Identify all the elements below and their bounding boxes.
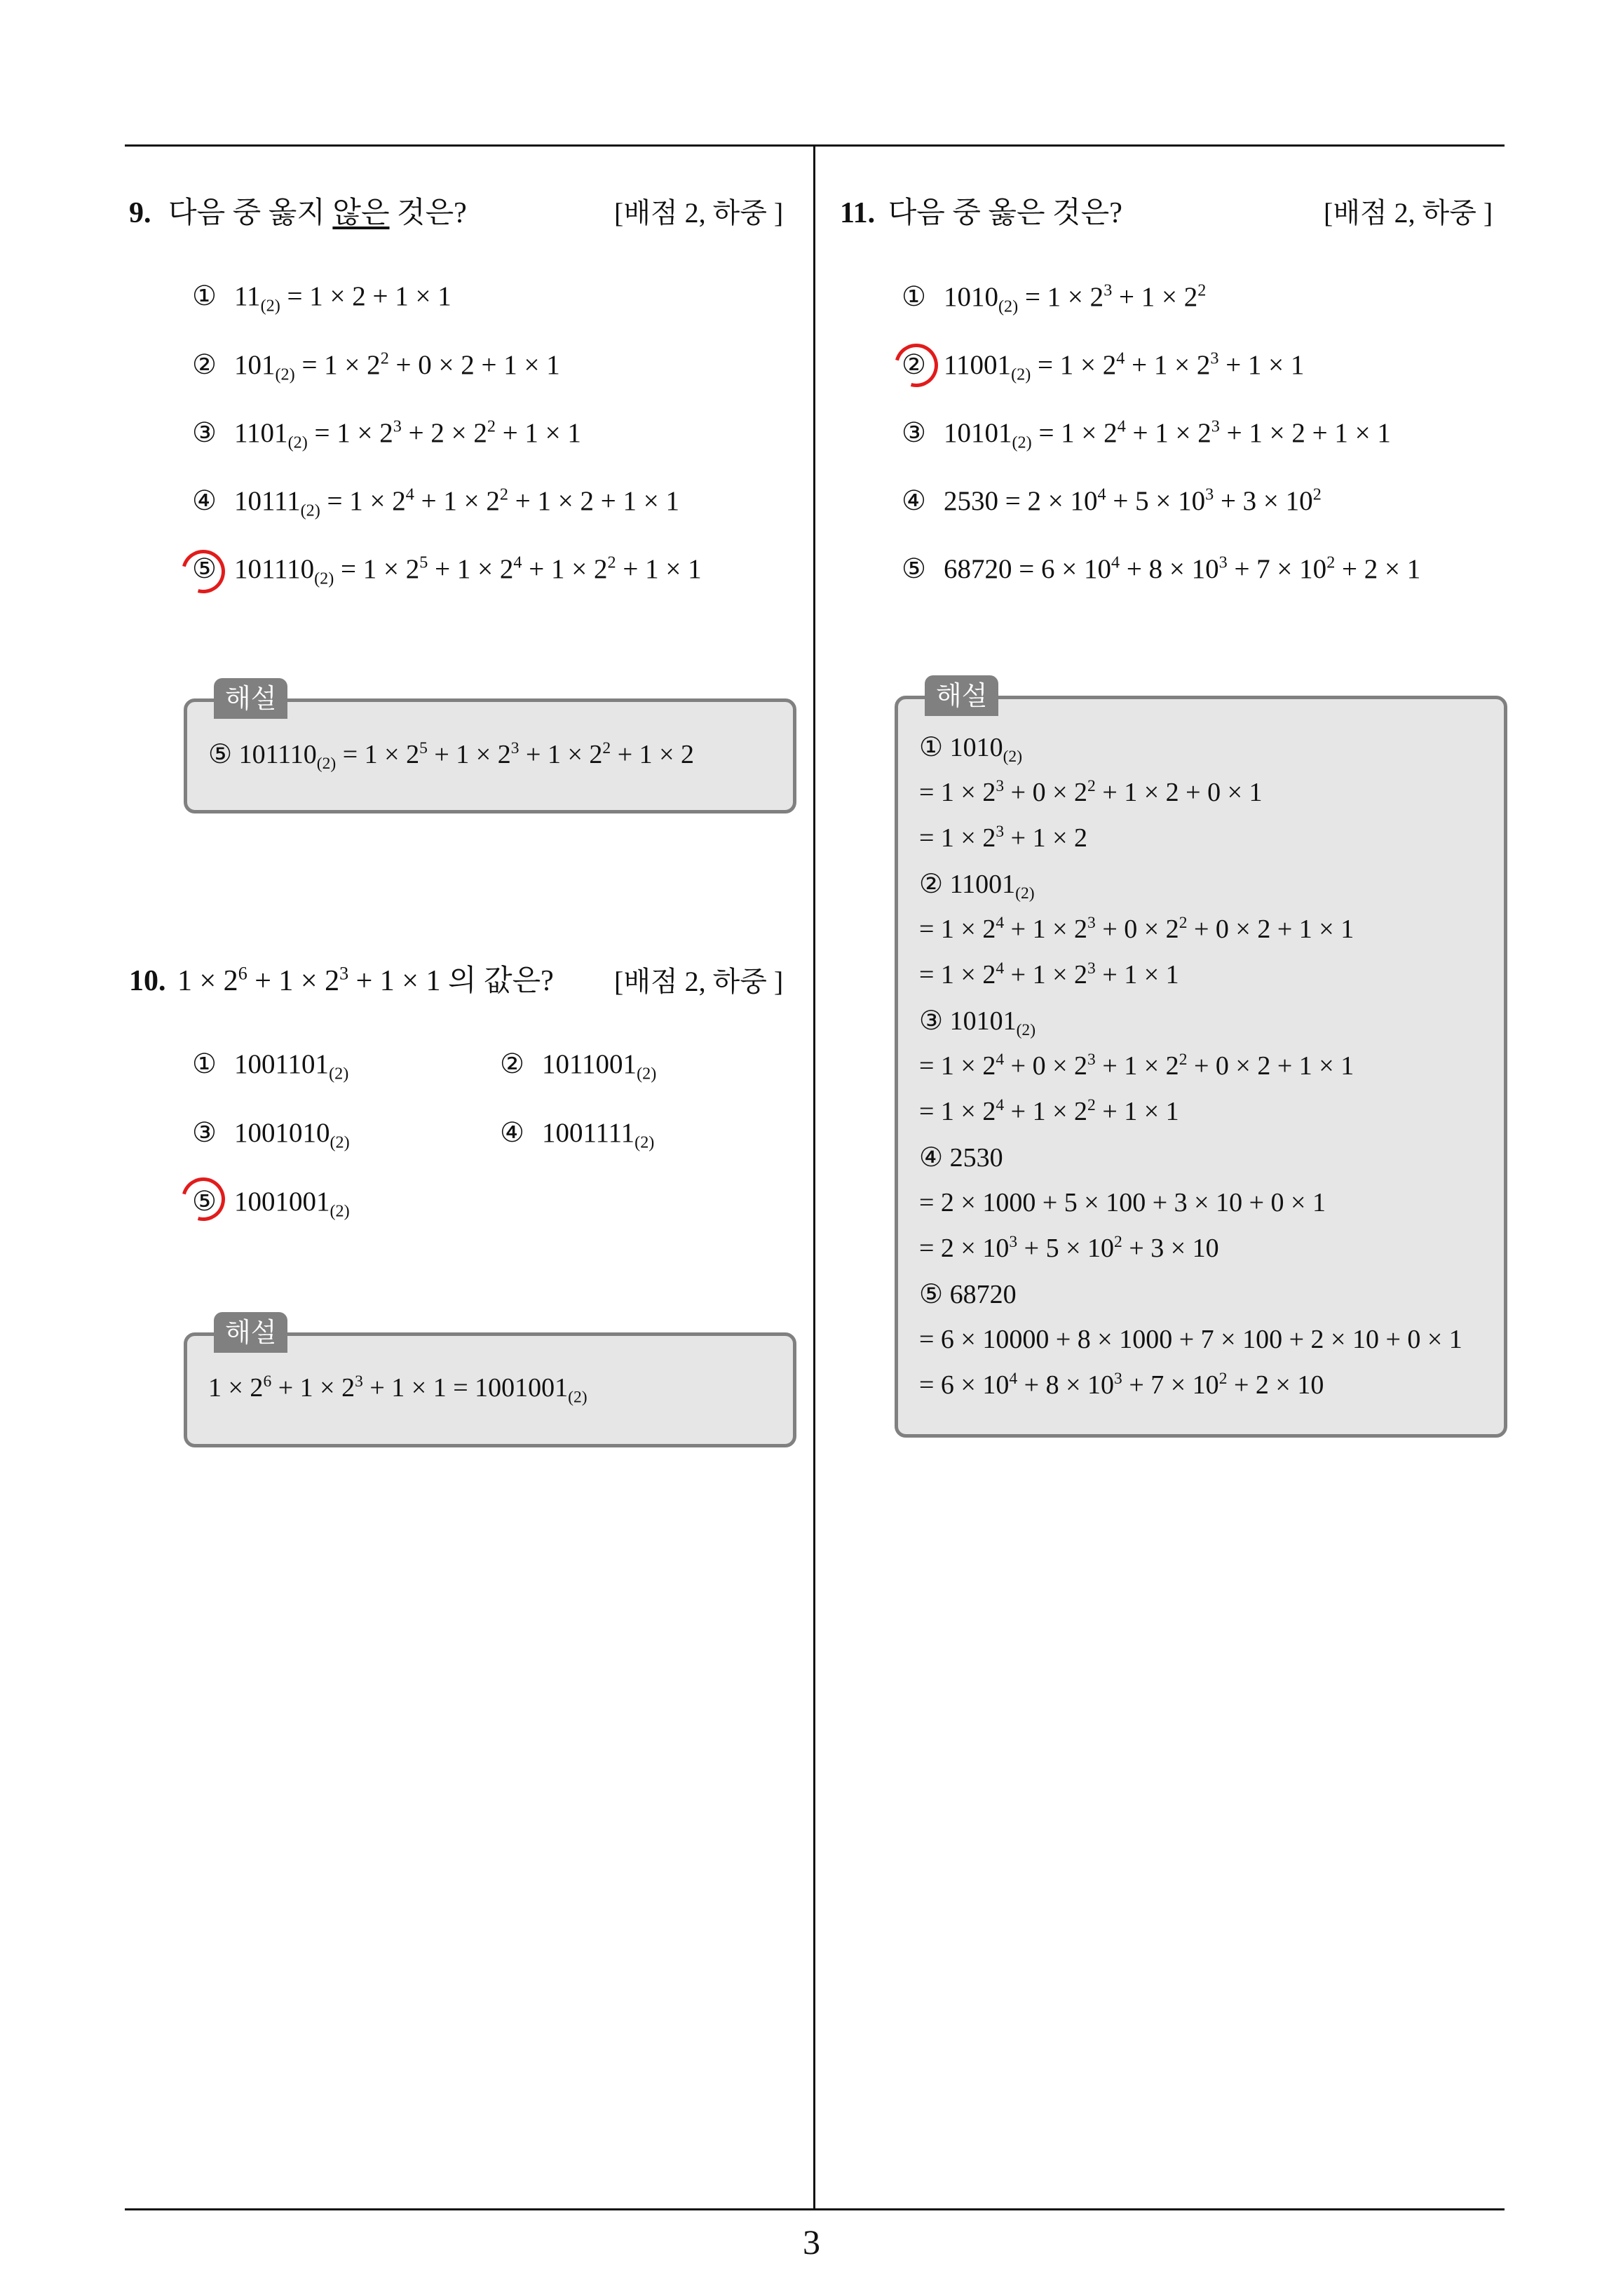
- option-text: $1101_{(2)} = 1 \times 2^3 + 2 \times 2^2 + 1 \times 1$: [234, 417, 581, 452]
- solution-line: = 6 × 10000 + 8 × 1000 + 7 × 100 + 2 × 10 + 0 × 1: [919, 1325, 1462, 1354]
- solution-line: = $1 \times 2^3 + 0 \times 2^2 + 1 \times 2 + 0 \times 1$: [919, 777, 1263, 808]
- question-prompt: 다음 중 옳은 것은?: [888, 197, 1122, 229]
- option-text: $1001101_{(2)}$: [234, 1049, 349, 1083]
- solution-line: ① $1010_{(2)}$: [919, 733, 1023, 767]
- answer-circle-mark: [174, 542, 233, 602]
- option-4[interactable]: [902, 485, 1322, 517]
- option-number: ②: [500, 1049, 524, 1079]
- solution-box-11: [895, 680, 1507, 1438]
- option-text: $1011001_{(2)}$: [542, 1049, 657, 1083]
- question-11-title: [840, 189, 1122, 231]
- solution-box-9: [184, 683, 796, 813]
- solution-line: ② $11001_{(2)}$: [919, 870, 1035, 903]
- option-1[interactable]: [192, 281, 451, 316]
- solution-line: $1 \times 2^6 + 1 \times 2^3 + 1 \times 1 = 1001001_{(2)}$: [208, 1372, 588, 1407]
- option-text: $10111_{(2)} = 1 \times 2^4 + 1 \times 2^2 + 1 \times 2 + 1 \times 1$: [234, 485, 679, 520]
- solution-tab: 해설: [214, 678, 287, 719]
- option-number: ①: [902, 281, 926, 312]
- option-text: $68720 = 6 \times 10^4 + 8 \times 10^3 + 7 \times 10^2 + 2 \times 1$: [944, 553, 1421, 584]
- option-number: ⑤: [192, 553, 217, 584]
- option-3[interactable]: [902, 417, 1391, 452]
- question-9-title: [129, 189, 467, 231]
- solution-line: = $1 \times 2^4 + 1 \times 2^3 + 0 \times 2^2 + 0 \times 2 + 1 \times 1$: [919, 914, 1354, 945]
- option-number: ②: [192, 349, 217, 380]
- solution-line: = $6 \times 10^4 + 8 \times 10^3 + 7 \times 10^2 + 2 \times 10$: [919, 1370, 1324, 1400]
- option-2[interactable]: [902, 349, 1304, 384]
- option-text: $101_{(2)} = 1 \times 2^2 + 0 \times 2 + 1 \times 1$: [234, 349, 560, 384]
- solution-line: = $2 \times 10^3 + 5 \times 10^2 + 3 \times 10$: [919, 1233, 1219, 1264]
- answer-circle-mark: [887, 336, 946, 396]
- option-number: ④: [500, 1118, 524, 1148]
- bottom-rule: [125, 2208, 1505, 2210]
- question-prompt: 것은?: [389, 197, 467, 229]
- option-number: ⑤: [902, 553, 926, 584]
- option-number: ①: [192, 1049, 217, 1079]
- option-number: ⑤: [192, 1187, 217, 1217]
- option-number: ③: [902, 417, 926, 448]
- question-number: 10.: [129, 965, 166, 997]
- solution-line: = 2 × 1000 + 5 × 100 + 3 × 10 + 0 × 1: [919, 1188, 1326, 1217]
- option-number: ④: [902, 485, 926, 516]
- question-10-meta: [배점 2, 하중 ]: [614, 966, 784, 997]
- option-text: $1001111_{(2)}$: [542, 1118, 655, 1152]
- option-3[interactable]: [192, 417, 581, 452]
- solution-line: = $1 \times 2^3 + 1 \times 2$: [919, 823, 1088, 853]
- question-prompt: $1 \times 2^6 + 1 \times 2^3 + 1 \times 1$ 의 값은?: [177, 963, 554, 997]
- option-number: ③: [192, 417, 217, 448]
- option-number: ②: [902, 349, 926, 380]
- option-1[interactable]: [902, 281, 1206, 316]
- option-text: $10101_{(2)} = 1 \times 2^4 + 1 \times 2^3 + 1 \times 2 + 1 \times 1$: [944, 417, 1391, 452]
- solution-box-10: [184, 1317, 796, 1447]
- option-5[interactable]: [902, 553, 1420, 585]
- option-number: ④: [192, 485, 217, 516]
- solution-tab: 해설: [214, 1312, 287, 1353]
- option-2[interactable]: [192, 349, 560, 384]
- solution-line: ④ 2530: [919, 1143, 1003, 1173]
- column-divider: [813, 144, 815, 2209]
- question-9-meta: [배점 2, 하중 ]: [614, 197, 784, 229]
- solution-line: ⑤ 68720: [919, 1280, 1017, 1309]
- solution-line: = $1 \times 2^4 + 0 \times 2^3 + 1 \times 2^2 + 0 \times 2 + 1 \times 1$: [919, 1051, 1354, 1081]
- option-4[interactable]: [500, 1117, 654, 1152]
- option-2[interactable]: [500, 1048, 656, 1083]
- page-number: 3: [803, 2222, 820, 2262]
- question-11-meta: [배점 2, 하중 ]: [1324, 197, 1493, 229]
- option-5[interactable]: [192, 553, 702, 588]
- option-text: $1001001_{(2)}$: [234, 1187, 350, 1221]
- option-text: $11001_{(2)} = 1 \times 2^4 + 1 \times 2^3 + 1 \times 1$: [944, 349, 1305, 384]
- option-3[interactable]: [192, 1117, 350, 1152]
- option-text: $101110_{(2)} = 1 \times 2^5 + 1 \times 2^4 + 1 \times 2^2 + 1 \times 1$: [234, 553, 702, 588]
- solution-line: ⑤ $101110_{(2)} = 1 \times 2^5 + 1 \times 2^3 + 1 \times 2^2 + 1 \times 2$: [208, 738, 695, 774]
- option-text: $11_{(2)} = 1 \times 2 + 1 \times 1$: [234, 281, 451, 316]
- option-number: ③: [192, 1118, 217, 1148]
- question-prompt-underlined: 않은: [332, 197, 390, 229]
- solution-line: ③ $10101_{(2)}$: [919, 1006, 1036, 1040]
- question-number: 11.: [840, 197, 876, 229]
- option-4[interactable]: [192, 485, 679, 520]
- solution-line: = $1 \times 2^4 + 1 \times 2^2 + 1 \times 1$: [919, 1096, 1179, 1127]
- question-10-title: [129, 957, 554, 999]
- option-text: $1010_{(2)} = 1 \times 2^3 + 1 \times 2^2$: [944, 281, 1207, 316]
- solution-tab: 해설: [925, 675, 998, 716]
- option-number: ①: [192, 281, 217, 311]
- option-text: $1001010_{(2)}$: [234, 1118, 350, 1152]
- solution-line: = $1 \times 2^4 + 1 \times 2^3 + 1 \times 1$: [919, 959, 1179, 990]
- question-prompt: 다음 중 옳지: [168, 197, 333, 229]
- question-number: 9.: [129, 197, 151, 229]
- option-text: $2530 = 2 \times 10^4 + 5 \times 10^3 + 3 \times 10^2$: [944, 485, 1322, 516]
- option-1[interactable]: [192, 1048, 348, 1083]
